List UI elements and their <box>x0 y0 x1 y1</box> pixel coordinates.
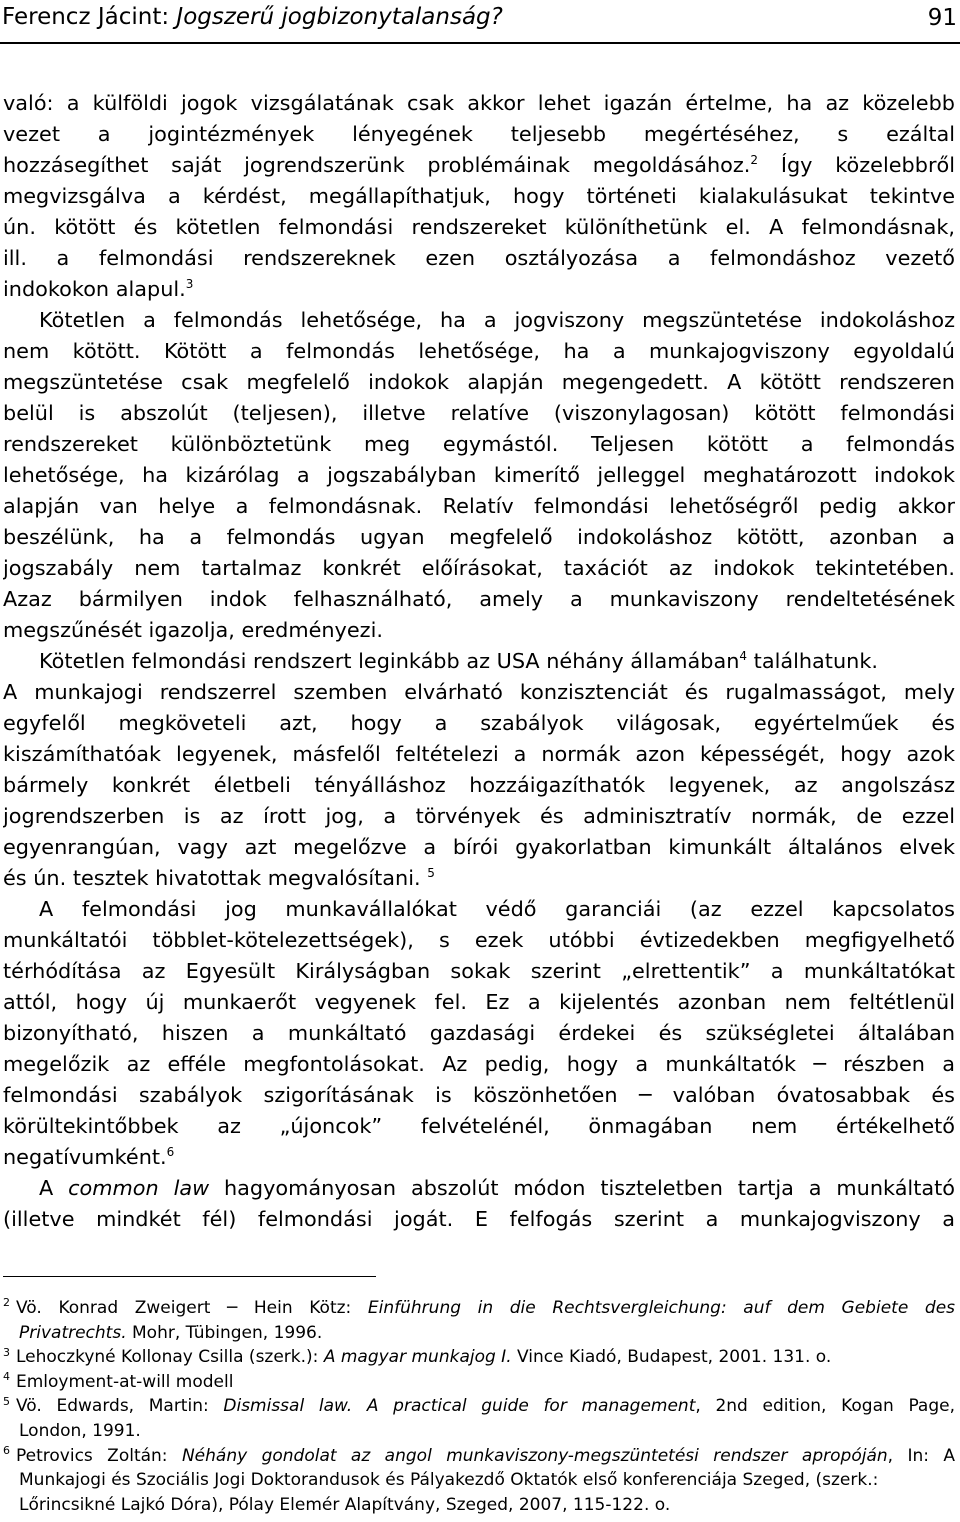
footnote-number: 3 <box>3 1345 10 1359</box>
text-line: kiszámíthatóak legyenek, másfelől feltételezi a normák azon képességét, hogy azok <box>3 742 955 766</box>
text-line: alapján van helye a felmondásnak. Relatív felmondási lehetőségről pedig akkor <box>3 494 955 518</box>
text-line: megszüntetése csak megfelelő indokok alapján megengedett. A kötött rendszeren <box>3 370 955 394</box>
text-run: Emloyment-at-will modell <box>16 1371 234 1392</box>
text-run-italic: Néhány gondolat az angol munkaviszony-megszüntetési rendszer apropóján <box>181 1445 888 1466</box>
footnote-3 <box>3 1345 955 1370</box>
footnote-number: 5 <box>3 1394 10 1408</box>
text-run: hagyományosan abszolút módon tiszteletben tartja a munkáltató <box>209 1176 955 1200</box>
text-line: munkáltatói többlet-kötelezettségek), s ezek utóbbi évtizedekben megfigyelhető <box>3 928 955 952</box>
text-run-italic: Einführung in die Rechtsvergleichung: auf dem Gebiete des <box>367 1298 955 1318</box>
footnote-ref-5[interactable]: 5 <box>427 866 435 881</box>
text-line: bármely konkrét életbeli tényálláshoz hozzáigazíthatók legyenek, az angolszász <box>3 773 955 797</box>
text-line: való: a külföldi jogok vizsgálatának csak akkor lehet igazán értelme, ha az közelebb <box>3 91 955 115</box>
text-line: bizonyítható, hiszen a munkáltató gazdasági érdekei és szükségletei általában <box>3 1021 955 1045</box>
text-run: A <box>39 1176 69 1200</box>
text-run: Vö. Konrad Zweigert ─ Hein Kötz: <box>16 1298 368 1318</box>
text-run: Petrovics Zoltán: <box>16 1445 182 1466</box>
text-line <box>3 150 955 181</box>
text-line: beszélünk, ha a felmondás ugyan megfelelő indokoláshoz kötött, azonban a <box>3 525 955 549</box>
text-run: Így közelebbről <box>758 153 955 177</box>
text-line <box>3 1142 955 1173</box>
text-run: Kötetlen felmondási rendszert leginkább az USA néhány államában <box>39 649 740 673</box>
text-run: indokokon alapul. <box>3 277 186 301</box>
text-run: Vince Kiadó, Budapest, 2001. 131. o. <box>511 1347 832 1368</box>
footnote-number: 2 <box>3 1296 10 1310</box>
text-run: találhatunk. <box>747 649 878 673</box>
text-line: ill. a felmondási rendszereknek ezen osztályozása a felmondáshoz vezető <box>3 246 955 270</box>
footnote-2-cont <box>3 1321 955 1346</box>
footnote-ref-3[interactable]: 3 <box>185 277 194 292</box>
text-run: hozzásegíthet saját jogrendszerünk problémáinak megoldásához. <box>3 153 751 177</box>
text-line: megvizsgálva a kérdést, megállapíthatjuk, hogy történeti kialakulásukat tekintve <box>3 184 955 208</box>
footnote-number: 4 <box>3 1370 10 1384</box>
text-line: A munkajogi rendszerrel szemben elvárható konzisztenciát és rugalmasságot, mely <box>3 680 955 704</box>
footnote-6-cont: Munkajogi és Szociális Jogi Doktorandusok és Pályakezdő Oktatók első konferenciája Szeged, (szerk.: <box>19 1470 879 1491</box>
text-run-italic: A magyar munkajog I. <box>323 1347 512 1368</box>
footnote-6 <box>3 1444 955 1469</box>
text-run-italic: common law <box>68 1176 210 1200</box>
text-line <box>3 274 955 305</box>
footnotes <box>3 1296 955 1517</box>
text-line: jogrendszerben is az írott jog, a törvények és adminisztratív normák, de ezzel <box>3 804 955 828</box>
text-line: belül is abszolút (teljesen), illetve relatíve (viszonylagosan) kötött felmondási <box>3 401 955 425</box>
footnote-6-cont: Lőrincsikné Lajkó Dóra), Pólay Elemér Alapítvány, Szeged, 2007, 115-122. o. <box>19 1494 671 1515</box>
footnote-ref-4[interactable]: 4 <box>739 649 748 664</box>
footnote-5 <box>3 1394 955 1419</box>
text-line: Kötetlen a felmondás lehetősége, ha a jogviszony megszüntetése indokoláshoz <box>39 308 955 332</box>
text-line: felmondási szabályok szigorításának is köszönhetően ─ valóban óvatosabbak és <box>3 1083 955 1107</box>
page-number: 91 <box>927 5 957 31</box>
text-line <box>3 863 955 894</box>
text-line: ún. kötött és kötetlen felmondási rendszereket különíthetünk el. A felmondásnak, <box>3 215 955 239</box>
text-line: körültekintőbbek az „újoncok” felvételénél, önmagában nem értékelhető <box>3 1114 955 1138</box>
text-line: jogszabály nem tartalmaz konkrét előírásokat, taxációt az indokok tekintetében. <box>3 556 955 580</box>
text-line <box>3 646 955 677</box>
text-run: Vö. Edwards, Martin: <box>16 1396 224 1417</box>
body-text <box>3 88 955 1235</box>
text-line: lehetősége, ha kizárólag a jogszabályban kimerítő jelleggel meghatározott indokok <box>3 463 955 487</box>
footnote-separator <box>3 1276 376 1277</box>
text-line: megszűnését igazolja, eredményezi. <box>3 618 383 642</box>
text-run-italic: Dismissal law. A practical guide for management <box>223 1396 696 1417</box>
text-run: Lehoczkyné Kollonay Csilla (szerk.): <box>16 1347 324 1368</box>
footnote-2 <box>3 1296 955 1321</box>
text-run: , In: A <box>887 1445 955 1466</box>
text-run: és ún. tesztek hivatottak megvalósítani. <box>3 866 421 890</box>
text-run-italic: Privatrechts. <box>19 1322 127 1343</box>
footnote-number: 6 <box>3 1443 10 1457</box>
running-header <box>0 0 960 44</box>
text-line: attól, hogy új munkaerőt vegyenek fel. Ez a kijelentés azonban nem feltétlenül <box>3 990 955 1014</box>
header-author: Ferencz Jácint: <box>2 4 170 30</box>
footnote-4 <box>3 1370 955 1395</box>
header-title: Jogszerű jogbizonytalanság? <box>176 4 503 30</box>
text-line: Azaz bármilyen indok felhasználható, amely a munkaviszony rendeltetésének <box>3 587 955 611</box>
footnote-ref-6[interactable]: 6 <box>166 1145 175 1160</box>
text-line: megelőzik az efféle megfontolásokat. Az pedig, hogy a munkáltatók ─ részben a <box>3 1052 955 1076</box>
text-run: , 2nd edition, Kogan Page, <box>695 1396 955 1417</box>
text-line <box>3 1173 955 1204</box>
footnote-5-cont: London, 1991. <box>19 1420 141 1441</box>
header-citation <box>2 2 503 32</box>
text-line: nem kötött. Kötött a felmondás lehetősége, ha a munkajogviszony egyoldalú <box>3 339 955 363</box>
text-line: vezet a jogintézmények lényegének teljesebb megértéséhez, s ezáltal <box>3 122 955 146</box>
text-line: A felmondási jog munkavállalókat védő garanciái (az ezzel kapcsolatos <box>39 897 955 921</box>
text-run: negatívumként. <box>3 1145 167 1169</box>
text-line: térhódítása az Egyesült Királyságban sokak szerint „elrettentik” a munkáltatókat <box>3 959 955 983</box>
text-line: egyfelől megköveteli azt, hogy a szabályok világosak, egyértelműek és <box>3 711 955 735</box>
text-line: rendszereket különböztetünk meg egymástól. Teljesen kötött a felmondás <box>3 432 955 456</box>
text-line: egyenrangúan, vagy azt megelőzve a bírói gyakorlatban kimunkált általános elvek <box>3 835 955 859</box>
footnote-ref-2[interactable]: 2 <box>750 153 759 168</box>
text-run: Mohr, Tübingen, 1996. <box>126 1322 323 1343</box>
text-line: (illetve mindkét fél) felmondási jogát. E felfogás szerint a munkajogviszony a <box>3 1207 955 1231</box>
